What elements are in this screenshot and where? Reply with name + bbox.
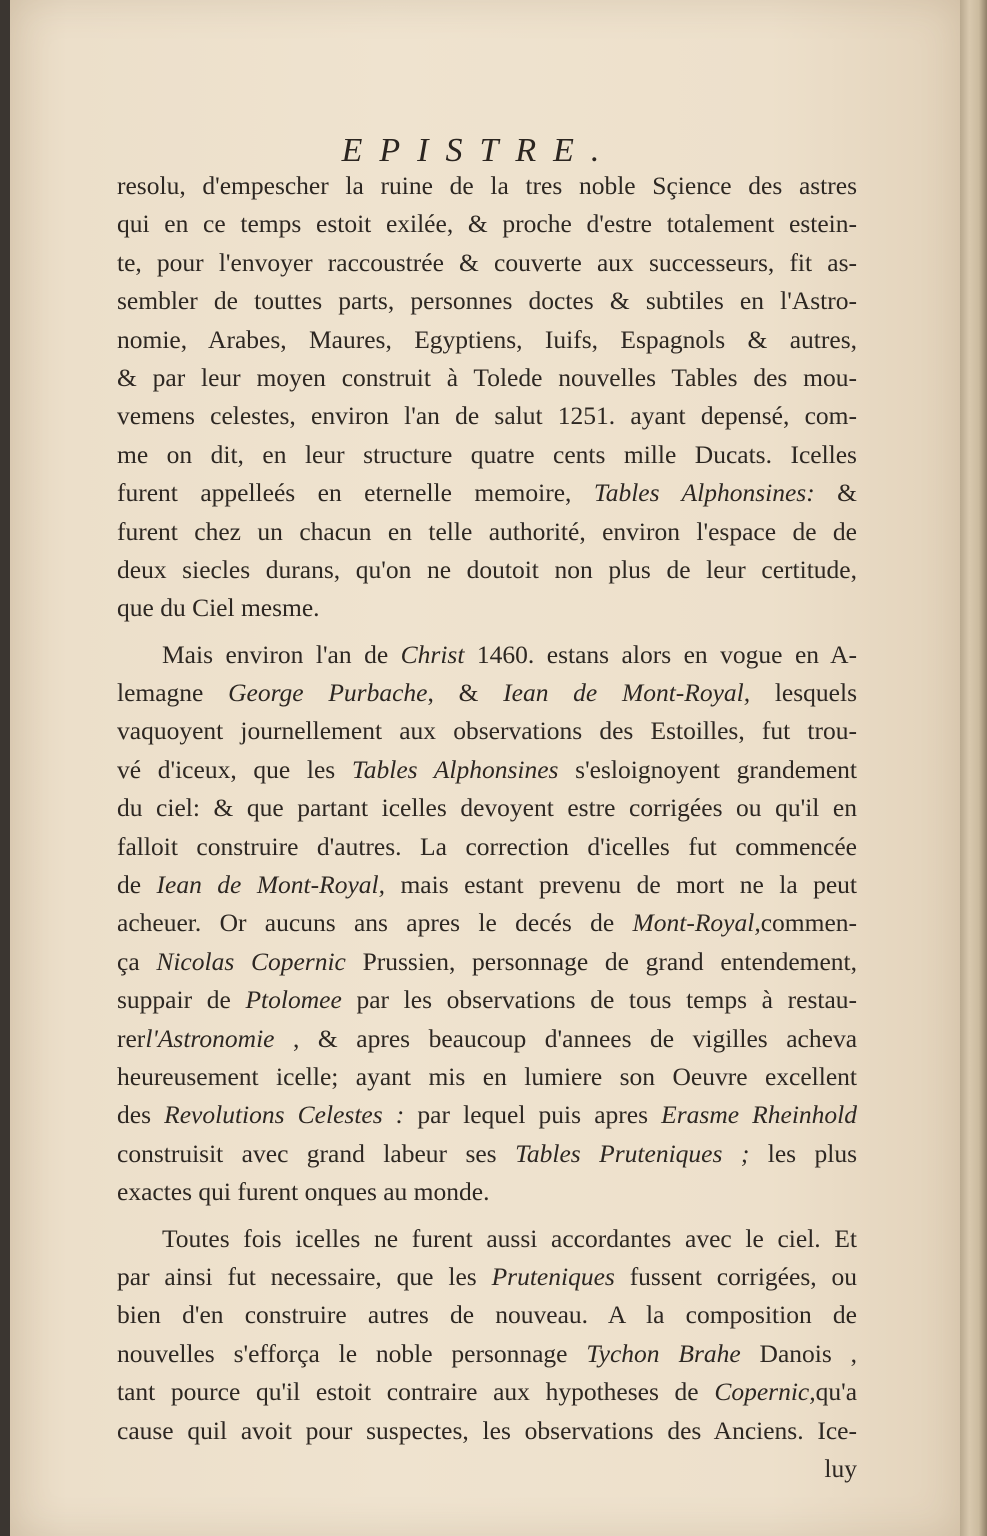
text-run: qu'a xyxy=(815,1377,858,1407)
text-line xyxy=(117,1335,857,1373)
text-line: vaquoyent journellement aux observations des Estoilles, fut trou- xyxy=(117,716,857,746)
italic-title: Pruteniques xyxy=(491,1261,615,1291)
catchword: luy xyxy=(824,1453,857,1483)
text-line: qui en ce temps estoit exilée, & proche d'estre totalement estein- xyxy=(117,209,857,239)
text-run: les plus xyxy=(767,1138,858,1168)
text-line: sembler de touttes parts, personnes doctes & subtiles en l'Astro- xyxy=(117,286,857,316)
text-line: furent chez un chacun en telle authorité, environ l'espace de de xyxy=(117,516,857,546)
page-leaf xyxy=(10,0,960,1536)
text-run: Mais environ l'an de xyxy=(162,639,389,669)
text-line: du ciel: & que partant icelles devoyent estre corrigées ou qu'il en xyxy=(117,793,857,823)
text-line xyxy=(117,981,857,1019)
text-line: cause quil avoit pour suspectes, les observations des Anciens. Ice- xyxy=(117,1415,857,1445)
text-run: par les observations de tous temps à restau- xyxy=(356,985,858,1015)
text-line xyxy=(117,904,857,942)
italic-name: Copernic, xyxy=(714,1377,816,1407)
text-line: me on dit, en leur structure quatre cents mille Ducats. Icelles xyxy=(117,439,857,469)
text-line: bien d'en construire autres de nouveau. A la composition de xyxy=(117,1300,857,1330)
text-run: Prussien, personnage de grand entendement, xyxy=(362,946,858,976)
italic-name: Iean de Mont-Royal, xyxy=(503,678,751,708)
italic-name: Ptolomee xyxy=(245,985,342,1015)
text-line xyxy=(117,1096,857,1134)
text-run: vé d'iceux, que les xyxy=(117,754,336,784)
text-run: de xyxy=(117,870,142,900)
text-run: lesquels xyxy=(774,678,857,708)
paragraph-2 xyxy=(117,636,857,674)
text-run: Danois , xyxy=(759,1338,858,1368)
text-line xyxy=(117,474,857,512)
text-run: s'esloignoyent grandement xyxy=(575,754,858,784)
italic-name: Christ xyxy=(400,639,465,669)
text-run: acheuer. Or aucuns ans apres le decés de xyxy=(117,908,615,938)
text-run: , & xyxy=(427,678,479,708)
text-run: fussent corrigées, ou xyxy=(629,1261,857,1291)
italic-title: Tables Pruteniques ; xyxy=(515,1138,750,1168)
italic-name: Iean de Mont-Royal, xyxy=(156,870,385,900)
italic-name: Erasme Rheinhold xyxy=(661,1100,857,1130)
italic-name: Mont-Royal, xyxy=(632,908,761,938)
paragraph-2-body xyxy=(117,674,857,1211)
text-run: ça xyxy=(117,946,140,976)
text-run: lemagne xyxy=(117,678,204,708)
text-run: rer xyxy=(117,1023,146,1053)
text-run: commen- xyxy=(760,908,858,938)
text-line xyxy=(117,674,857,712)
text-line: que du Ciel mesme. xyxy=(117,593,320,623)
text-run: furent appelleés en eternelle memoire, xyxy=(117,478,572,508)
text-run: des xyxy=(117,1100,151,1130)
text-line: heureusement icelle; ayant mis en lumiere son Oeuvre excellent xyxy=(117,1061,857,1091)
text-line: nomie, Arabes, Maures, Egyptiens, Iuifs, Espagnols & autres, xyxy=(117,324,857,354)
adjacent-page-edge xyxy=(960,0,987,1536)
text-line: exactes qui furent onques au monde. xyxy=(117,1177,490,1207)
italic-title: Tables Alphonsines xyxy=(351,754,559,784)
text-run: par lequel puis apres xyxy=(417,1100,648,1130)
italic-title: Tables Alphonsines: xyxy=(593,478,815,508)
text-line xyxy=(117,866,857,904)
text-line xyxy=(117,1373,857,1411)
italic-name: Tychon Brahe xyxy=(586,1338,741,1368)
text-line xyxy=(117,943,857,981)
text-line: vemens celestes, environ l'an de salut 1251. ayant depensé, com- xyxy=(117,401,857,431)
text-line: falloit construire d'autres. La correction d'icelles fut commencée xyxy=(117,831,857,861)
text-run: construisit avec grand labeur ses xyxy=(117,1138,497,1168)
text-line: resolu, d'empescher la ruine de la tres noble Sçience des astres xyxy=(117,171,857,200)
paragraph-3 xyxy=(117,1220,857,1450)
text-line xyxy=(117,1135,857,1173)
text-run: nouvelles s'efforça le noble personnage xyxy=(117,1338,568,1368)
text-line xyxy=(117,636,857,674)
text-line: Toutes fois icelles ne furent aussi accordantes avec le ciel. Et xyxy=(162,1223,857,1253)
paragraph-1 xyxy=(117,167,857,628)
running-header: EPISTRE. xyxy=(341,132,617,169)
body-text xyxy=(117,167,857,1488)
text-line: & par leur moyen construit à Tolede nouvelles Tables des mou- xyxy=(117,362,857,392)
text-line: deux siecles durans, qu'on ne doutoit non plus de leur certitude, xyxy=(117,554,857,584)
text-line xyxy=(117,1020,857,1058)
italic-title: Revolutions Celestes : xyxy=(164,1100,405,1130)
text-run: tant pource qu'il estoit contraire aux hypotheses de xyxy=(117,1377,699,1407)
text-run: mais estant prevenu de mort ne la peut xyxy=(400,870,857,900)
italic-name: George Purbache xyxy=(228,678,428,708)
text-line: te, pour l'envoyer raccoustrée & couverte aux successeurs, fit as- xyxy=(117,247,857,277)
text-run: par ainsi fut necessaire, que les xyxy=(117,1261,477,1291)
text-run: , & apres beaucoup d'annees de vigilles acheva xyxy=(293,1023,858,1053)
text-run: 1460. estans alors en vogue en A- xyxy=(476,639,858,669)
text-line xyxy=(117,1258,857,1296)
italic-term: l'Astronomie xyxy=(145,1023,275,1053)
text-line xyxy=(117,751,857,789)
text-run: suppair de xyxy=(117,985,231,1015)
italic-name: Nicolas Copernic xyxy=(156,946,346,976)
text-run: & xyxy=(837,478,857,508)
